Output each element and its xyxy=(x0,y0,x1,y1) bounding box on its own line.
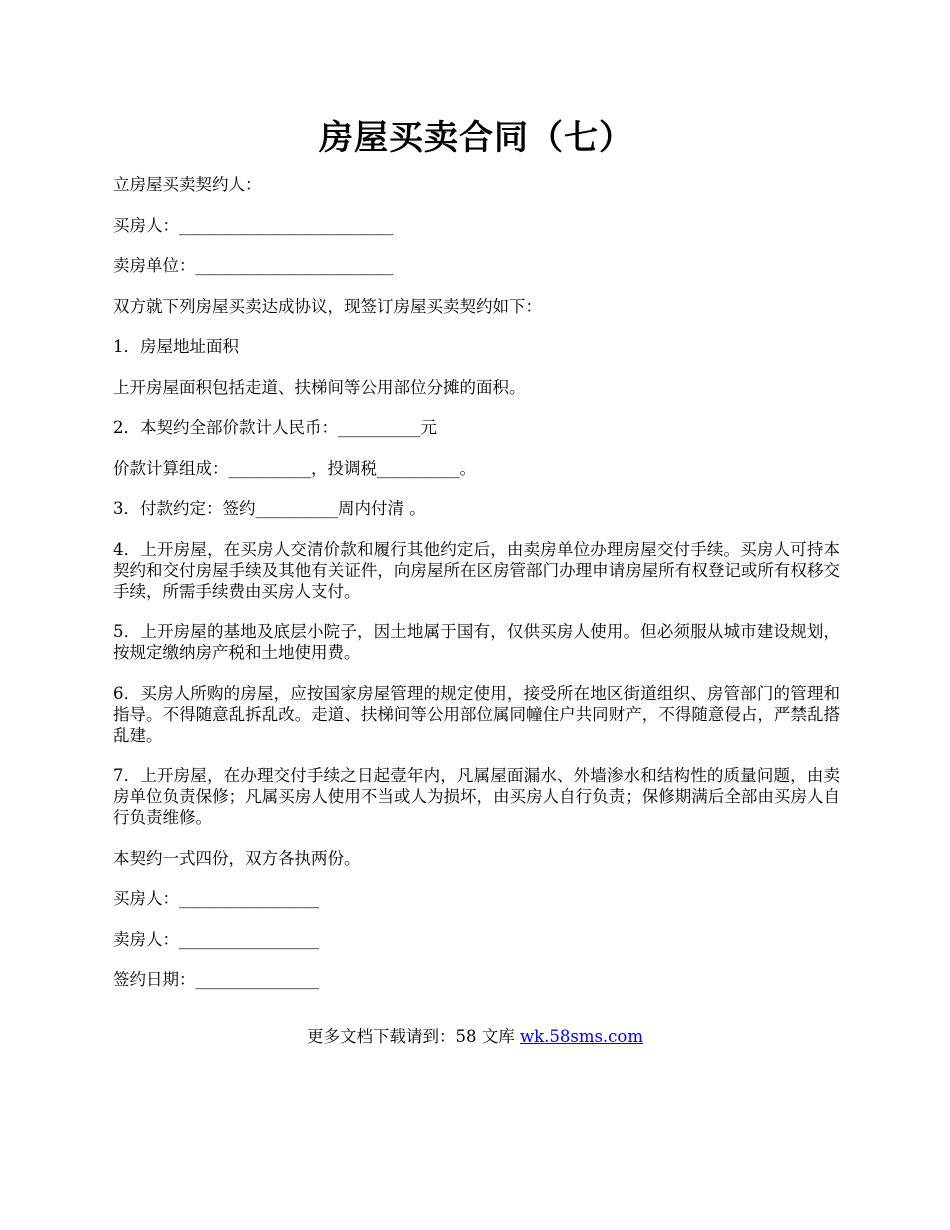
clause-7: 7．上开房屋，在办理交付手续之日起壹年内，凡属屋面漏水、外墙渗水和结构性的质量问题，由卖房单位负责保修；凡属买房人使用不当或人为损坏，由买房人自行负责；保修期满后全部由买房人自行负责维修。 xyxy=(113,766,840,827)
agreement-intro: 双方就下列房屋买卖达成协议，现签订房屋买卖契约如下： xyxy=(113,296,542,316)
document-title: 房屋买卖合同（七） xyxy=(319,118,634,158)
clause-6: 6．买房人所购的房屋，应按国家房屋管理的规定使用，接受所在地区街道组织、房管部门的管理和指导。不得随意乱拆乱改。走道、扶梯间等公用部位属同幢住户共同财产，不得随意侵占，严禁乱搭乱建。 xyxy=(113,683,840,745)
clause-4: 4．上开房屋，在买房人交清价款和履行其他约定后，由卖房单位办理房屋交付手续。买房人可持本契约和交付房屋手续及其他有关证件，向房屋所在区房管部门办理申请房屋所有权登记或所有权移交手续，所需手续费由买房人支付。 xyxy=(113,539,840,601)
intro-parties-line: 立房屋买卖契约人： xyxy=(113,175,262,194)
clause-2-price: 2．本契约全部价款计人民币：__________元 xyxy=(113,418,437,437)
footer-text: 更多文档下载请到：58 文库 xyxy=(306,1027,520,1046)
sign-date-line: 签约日期：_______________ xyxy=(113,970,320,989)
copies-statement: 本契约一式四份，双方各执两份。 xyxy=(113,848,361,868)
buyer-line: 买房人：__________________________ xyxy=(113,215,394,235)
footer-link[interactable]: wk.58sms.com xyxy=(519,1027,643,1046)
buyer-signature-line: 买房人：_________________ xyxy=(113,889,320,908)
seller-unit-line: 卖房单位：________________________ xyxy=(113,256,394,275)
clause-5: 5．上开房屋的基地及底层小院子，因土地属于国有，仅供买房人使用。但必须服从城市建设规划，按规定缴纳房产税和土地使用费。 xyxy=(113,622,840,662)
clause-3-payment: 3．付款约定：签约__________周内付清 。 xyxy=(113,499,426,518)
clause-1-text: 上开房屋面积包括走道、扶梯间等公用部位分摊的面积。 xyxy=(113,377,526,397)
footer xyxy=(0,1026,950,1048)
clause-1-heading: 1．房屋地址面积 xyxy=(113,337,239,356)
document-page xyxy=(113,108,840,1010)
clause-2-composition: 价款计算组成：__________，投调税__________。 xyxy=(113,458,476,478)
seller-signature-line: 卖房人：_________________ xyxy=(113,929,320,949)
